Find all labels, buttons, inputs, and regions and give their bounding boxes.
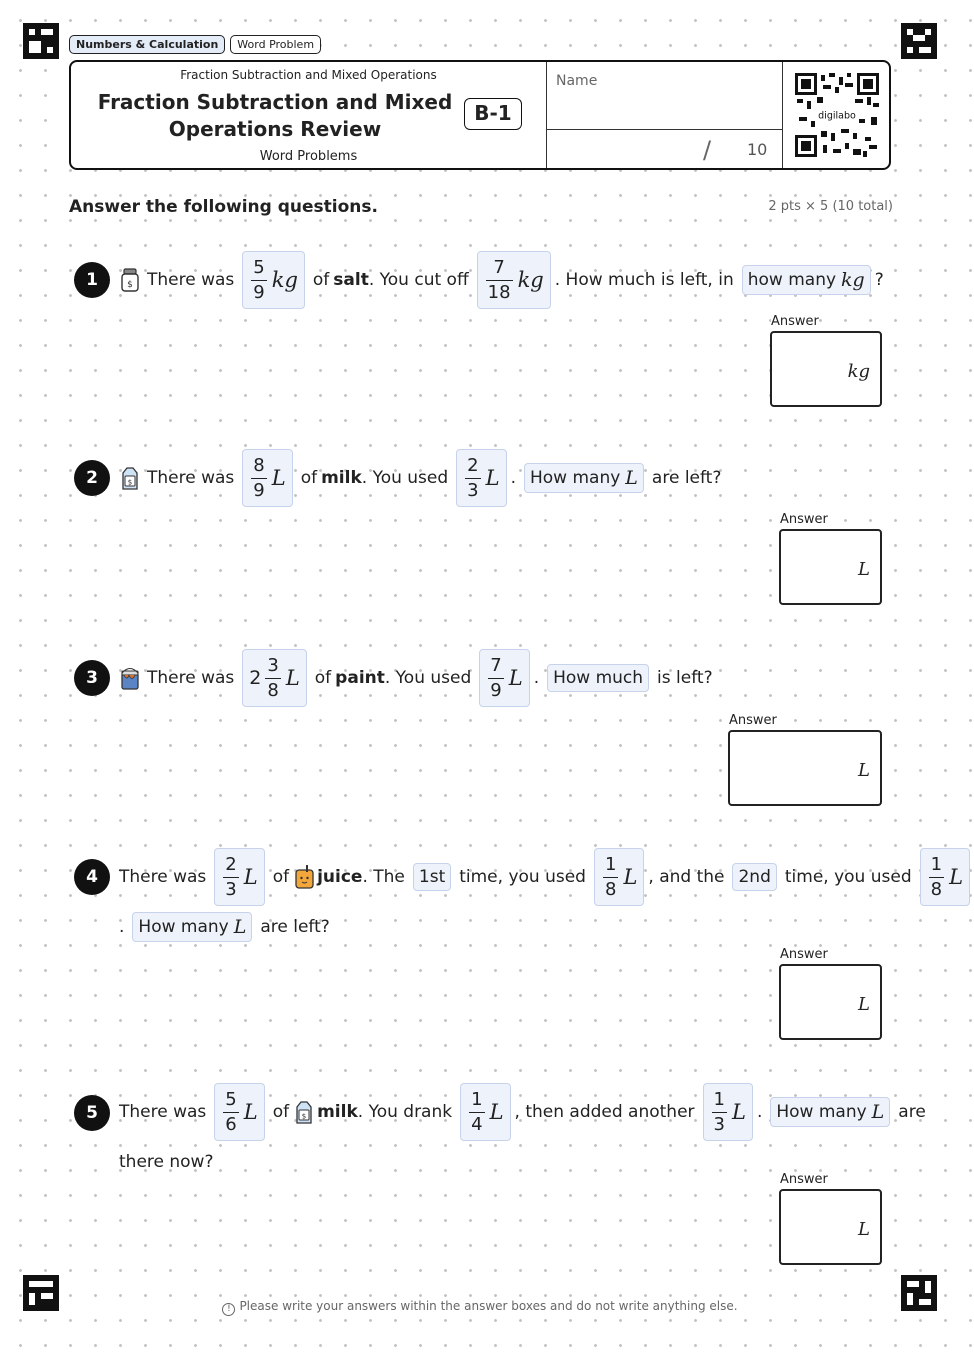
answer-unit-4: L <box>858 994 870 1015</box>
q5-text-5: . <box>756 1102 763 1122</box>
q3-text-3: . You used <box>384 668 472 688</box>
q2-f2-denominator: 3 <box>467 479 479 501</box>
q1-f2-denominator: 18 <box>487 281 511 303</box>
q3-f2-unit: L <box>508 666 523 690</box>
q2-fraction-1 <box>242 449 292 507</box>
q3-f2-numerator: 7 <box>490 654 502 676</box>
question-number-1: 1 <box>74 262 110 298</box>
q4-text-3: . The <box>362 867 405 887</box>
q2-text-2: of <box>300 468 318 488</box>
worksheet-title <box>91 89 459 143</box>
q3-f1-whole: 2 <box>249 667 262 689</box>
q5-text-3: . You drank <box>357 1102 453 1122</box>
answer-label-5: Answer <box>780 1172 828 1187</box>
worksheet-subtitle: Fraction Subtraction and Mixed Operations <box>180 68 437 82</box>
q3-text-2: of <box>314 668 332 688</box>
title-section <box>71 62 546 168</box>
question-5-text-line-1 <box>115 1084 930 1140</box>
q5-item: milk <box>317 1102 358 1122</box>
svg-text:digilabo: digilabo <box>818 110 856 122</box>
q5-f2-unit: L <box>489 1100 504 1124</box>
question-4-text-line-2 <box>115 910 334 944</box>
question-3-text <box>119 650 717 706</box>
answer-unit-2: L <box>858 559 870 580</box>
answer-label-1: Answer <box>771 314 819 329</box>
answer-label-3: Answer <box>729 713 777 728</box>
q5-text-6: are <box>898 1102 926 1122</box>
q4-f2-unit: L <box>623 865 638 889</box>
q3-text-5: is left? <box>657 668 713 688</box>
worksheet-code: B-1 <box>464 98 522 130</box>
q3-text-4: . <box>533 668 540 688</box>
tag-word-problem: Word Problem <box>230 35 321 54</box>
q2-f1-numerator: 8 <box>253 454 265 476</box>
q2-f2-numerator: 2 <box>467 454 479 476</box>
question-number-5: 5 <box>74 1095 110 1131</box>
juice-box-icon <box>293 865 315 889</box>
q1-text-3: . You cut off <box>368 270 469 290</box>
q3-item: paint <box>335 668 385 688</box>
qr-code-icon <box>795 73 879 157</box>
worksheet-header <box>69 60 891 170</box>
question-number-4: 4 <box>74 859 110 895</box>
registration-marker-top-left <box>23 23 59 59</box>
q5-highlight <box>770 1097 890 1127</box>
worksheet-category: Word Problems <box>259 149 358 164</box>
q3-f1-denominator: 8 <box>267 679 279 701</box>
q5-f2-numerator: 1 <box>471 1088 483 1110</box>
q4-text-3b: time, you used <box>459 867 586 887</box>
milk-carton-icon <box>119 466 141 490</box>
q4-text-6: are left? <box>260 917 330 937</box>
q2-f1-unit: L <box>271 466 286 490</box>
q4-text-1: There was <box>119 867 207 887</box>
q2-text-1: There was <box>147 468 235 488</box>
q4-fraction-1 <box>214 848 264 906</box>
q4-text-4b: time, you used <box>784 867 912 887</box>
q4-f2-numerator: 1 <box>604 853 617 875</box>
qr-code-cell <box>782 62 891 168</box>
tag-numbers-calculation: Numbers & Calculation <box>69 35 225 54</box>
answer-box-4[interactable] <box>779 964 882 1040</box>
question-4-text-line-1 <box>115 849 974 905</box>
q4-f1-numerator: 2 <box>225 853 237 875</box>
info-icon: ! <box>222 1303 235 1316</box>
q4-text-2: of <box>272 867 290 887</box>
q2-text-5: are left? <box>651 468 722 488</box>
q1-fraction-1 <box>242 251 305 309</box>
question-5-text-line-2 <box>115 1145 217 1179</box>
q1-f2-unit: kg <box>517 268 544 292</box>
answer-label-2: Answer <box>780 512 828 527</box>
q2-item: milk <box>321 468 362 488</box>
answer-box-1[interactable] <box>770 331 882 407</box>
q1-highlight-text: how many <box>747 270 837 290</box>
q5-text-4: , then added another <box>514 1102 695 1122</box>
q4-highlight-2nd: 2nd <box>732 863 776 891</box>
answer-unit-5: L <box>858 1219 870 1240</box>
score-total: 10 <box>747 140 768 159</box>
answer-box-3[interactable] <box>728 730 882 806</box>
q4-fraction-3 <box>920 848 970 906</box>
q5-text-1: There was <box>119 1102 207 1122</box>
question-number-2: 2 <box>74 460 110 496</box>
q2-highlight <box>524 463 644 493</box>
q2-f2-unit: L <box>485 466 500 490</box>
title-line-2: Operations Review <box>168 117 382 141</box>
q4-f3-unit: L <box>949 865 964 889</box>
svg-text:$: $ <box>127 478 133 487</box>
q5-text-2: of <box>272 1102 290 1122</box>
q5-f1-numerator: 5 <box>225 1088 237 1110</box>
q5-f1-denominator: 6 <box>225 1113 237 1135</box>
q4-fraction-2 <box>594 848 644 906</box>
q5-f1-unit: L <box>243 1100 258 1124</box>
q1-text-4: . How much is left, in <box>554 270 734 290</box>
q1-fraction-2 <box>477 251 551 309</box>
tag-list <box>69 35 321 54</box>
milk-carton-icon <box>293 1100 315 1124</box>
q5-highlight-unit: L <box>871 1101 885 1123</box>
q2-text-4: . <box>510 468 516 488</box>
points-summary: 2 pts × 5 (10 total) <box>768 199 893 214</box>
answer-box-2[interactable] <box>779 529 882 605</box>
q3-f1-unit: L <box>285 666 300 690</box>
q1-highlight-unit: kg <box>841 269 865 291</box>
q1-text-5: ? <box>874 270 884 290</box>
question-number-3: 3 <box>74 660 110 696</box>
answer-box-5[interactable] <box>779 1189 882 1265</box>
q1-highlight <box>742 265 871 295</box>
q2-highlight-unit: L <box>625 467 638 489</box>
q3-f1-numerator: 3 <box>267 654 279 676</box>
q1-f1-numerator: 5 <box>253 256 265 278</box>
q2-f1-denominator: 9 <box>253 479 265 501</box>
q5-f3-denominator: 3 <box>713 1113 725 1135</box>
q1-item: salt <box>333 270 369 290</box>
score-field[interactable] <box>546 130 782 168</box>
svg-text:$: $ <box>301 1112 307 1121</box>
q3-highlight: How much <box>547 664 649 692</box>
q4-highlight-text: How many <box>138 917 229 937</box>
q4-f3-denominator: 8 <box>930 878 943 900</box>
title-line-1: Fraction Subtraction and Mixed <box>97 90 453 114</box>
q1-f1-unit: kg <box>271 268 298 292</box>
q4-f2-denominator: 8 <box>604 878 617 900</box>
q5-fraction-3 <box>703 1083 753 1141</box>
q4-text-5: . <box>119 917 125 937</box>
q4-f3-numerator: 1 <box>930 853 943 875</box>
q2-highlight-text: How many <box>529 468 621 488</box>
q1-f1-denominator: 9 <box>253 281 265 303</box>
svg-text:$: $ <box>127 280 133 290</box>
q3-fraction-1 <box>242 649 307 707</box>
q4-f1-denominator: 3 <box>225 878 237 900</box>
q4-text-4: , and the <box>648 867 725 887</box>
q5-f3-unit: L <box>732 1100 746 1124</box>
q4-item: juice <box>317 867 363 887</box>
q5-f3-numerator: 1 <box>713 1088 725 1110</box>
q5-fraction-1 <box>214 1083 264 1141</box>
q5-text-7: there now? <box>119 1152 214 1172</box>
salt-shaker-icon <box>119 268 141 292</box>
q4-f1-unit: L <box>243 865 258 889</box>
q3-f2-denominator: 9 <box>490 679 502 701</box>
footer-text: Please write your answers within the answer boxes and do not write anything else. <box>239 1299 738 1313</box>
q5-highlight-text: How many <box>776 1102 867 1122</box>
q3-fraction-2 <box>479 649 529 707</box>
q3-text-1: There was <box>147 668 235 688</box>
q4-highlight-unit: L <box>233 916 247 938</box>
q1-f2-numerator: 7 <box>493 256 505 278</box>
q4-highlight <box>132 912 252 942</box>
paint-can-icon <box>119 666 141 690</box>
score-slash: / <box>703 136 712 164</box>
footer-note <box>0 1299 960 1316</box>
instructions: Answer the following questions. <box>69 197 378 217</box>
q2-text-3: . You used <box>361 468 449 488</box>
registration-marker-top-right <box>901 23 937 59</box>
q4-highlight-1st: 1st <box>413 863 451 891</box>
answer-unit-1: kg <box>847 361 870 382</box>
q5-fraction-2 <box>460 1083 510 1141</box>
name-field[interactable] <box>546 62 782 130</box>
question-2-text <box>119 450 725 506</box>
q5-f2-denominator: 4 <box>471 1113 483 1135</box>
answer-unit-3: L <box>858 760 870 781</box>
q1-text-1: There was <box>147 270 235 290</box>
question-1-text <box>119 252 884 308</box>
q1-text-2: of <box>312 270 330 290</box>
q2-fraction-2 <box>456 449 506 507</box>
answer-label-4: Answer <box>780 947 828 962</box>
name-label: Name <box>556 73 598 89</box>
